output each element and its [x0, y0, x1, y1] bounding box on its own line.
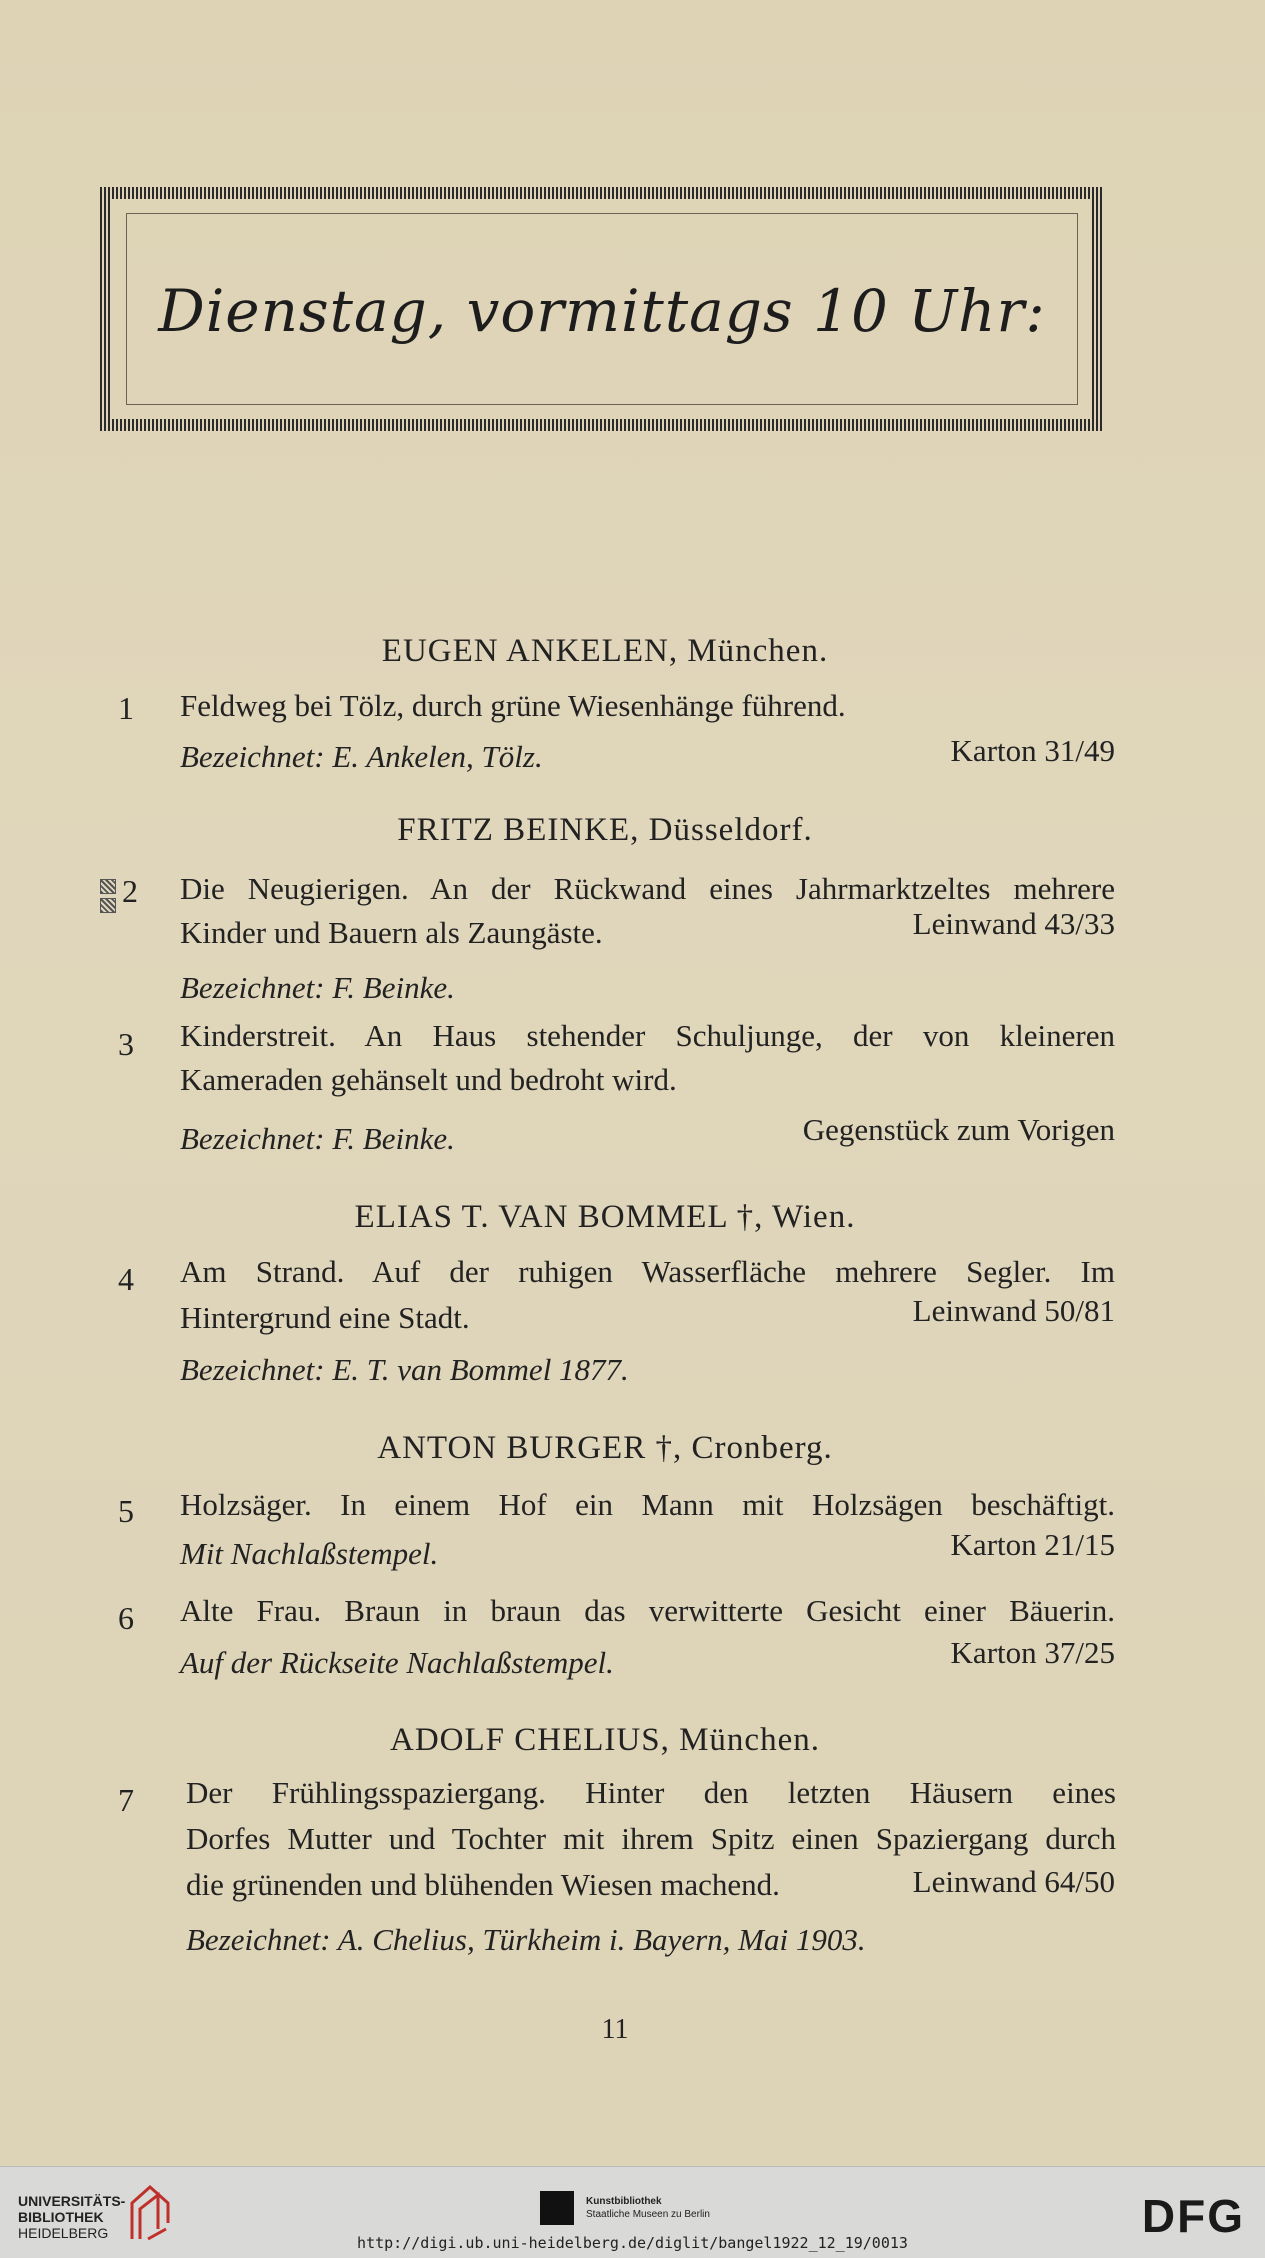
artist-heading: ELIAS T. VAN BOMMEL †, Wien.: [354, 1199, 856, 1235]
viewer-footer: UNIVERSITÄTS- BIBLIOTHEK HEIDELBERG Kunstbibliothek Staatliche Museen zu Berlin DFG http://digi.ub.uni-heidelberg.de/diglit/bangel1922_12_19/0013: [0, 2166, 1265, 2258]
lot-medium: Gegenstück zum Vorigen: [802, 1112, 1115, 1147]
lot-number: 1: [118, 690, 134, 726]
lot-description: Feldweg bei Tölz, durch grüne Wiesenhänge führend.: [180, 688, 846, 723]
lot-medium: Karton 37/25: [950, 1635, 1115, 1670]
lot-number: 3: [118, 1026, 134, 1062]
heading-frame: [100, 187, 1104, 431]
page-number: 11: [601, 2014, 629, 2045]
artist-heading: ANTON BURGER †, Cronberg.: [377, 1430, 833, 1466]
lot-description: Die Neugierigen. An der Rückwand eines Jahrmarktzeltes mehrere: [180, 871, 1115, 906]
lot-number: 5: [118, 1493, 134, 1529]
lot-description: Dorfes Mutter und Tochter mit ihrem Spitz einen Spaziergang durch: [186, 1821, 1116, 1856]
lot-signature: Bezeichnet: E. T. van Bommel 1877.: [180, 1352, 629, 1387]
lot-signature: Bezeichnet: E. Ankelen, Tölz.: [180, 739, 543, 774]
lot-description: Am Strand. Auf der ruhigen Wasserfläche mehrere Segler. Im: [180, 1254, 1115, 1289]
lot-number: 6: [118, 1600, 134, 1636]
lot-description: Alte Frau. Braun in braun das verwitterte Gesicht einer Bäuerin.: [180, 1593, 1115, 1628]
lot-signature: Auf der Rückseite Nachlaßstempel.: [180, 1645, 614, 1680]
lot-medium: Leinwand 43/33: [912, 906, 1115, 941]
lot-description: Kinderstreit. An Haus stehender Schuljunge, der von kleineren: [180, 1018, 1115, 1053]
lot-description: die grünenden und blühenden Wiesen machend.: [186, 1867, 780, 1902]
lot-description: Kinder und Bauern als Zaungäste.: [180, 915, 603, 950]
lot-number: 7: [118, 1782, 134, 1818]
session-heading: Dienstag, vormittags 10 Uhr:: [158, 277, 1046, 345]
artist-heading: ADOLF CHELIUS, München.: [390, 1722, 820, 1758]
lot-medium: Leinwand 50/81: [912, 1293, 1115, 1328]
lot-medium: Karton 21/15: [950, 1527, 1115, 1562]
lot-signature: Bezeichnet: F. Beinke.: [180, 1121, 455, 1156]
marginal-mark-icon: [100, 879, 116, 913]
lot-description: Kameraden gehänselt und bedroht wird.: [180, 1062, 677, 1097]
artist-heading: FRITZ BEINKE, Düsseldorf.: [397, 812, 813, 848]
lot-signature: Mit Nachlaßstempel.: [180, 1536, 439, 1571]
lot-signature: Bezeichnet: F. Beinke.: [180, 970, 455, 1005]
kunstbibliothek-icon: [540, 2191, 574, 2225]
lot-number: 2: [122, 873, 138, 909]
lot-medium: Karton 31/49: [950, 733, 1115, 768]
lot-medium: Leinwand 64/50: [912, 1864, 1115, 1899]
lot-description: Holzsäger. In einem Hof ein Mann mit Holzsägen beschäftigt.: [180, 1487, 1115, 1522]
dfg-logo[interactable]: DFG: [1141, 2190, 1245, 2242]
ub-heidelberg-logo[interactable]: UNIVERSITÄTS- BIBLIOTHEK HEIDELBERG: [18, 2193, 126, 2241]
artist-heading: EUGEN ANKELEN, München.: [381, 633, 829, 669]
lot-description: Hintergrund eine Stadt.: [180, 1300, 470, 1335]
lot-number: 4: [118, 1261, 134, 1297]
lot-description: Der Frühlingsspaziergang. Hinter den letzten Häusern eines: [186, 1775, 1116, 1810]
permalink-url[interactable]: http://digi.ub.uni-heidelberg.de/diglit/bangel1922_12_19/0013: [357, 2234, 908, 2252]
lot-signature: Bezeichnet: A. Chelius, Türkheim i. Bayern, Mai 1903.: [186, 1922, 866, 1957]
